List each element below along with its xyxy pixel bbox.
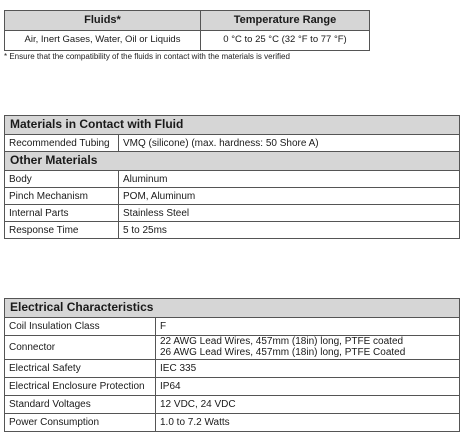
row-value: IEC 335 (156, 360, 460, 378)
row-label: Internal Parts (5, 205, 119, 222)
temperature-range-value: 0 °C to 25 °C (32 °F to 77 °F) (201, 31, 370, 51)
row-value: IP64 (156, 378, 460, 396)
row-value: POM, Aluminum (119, 188, 460, 205)
row-label: Connector (5, 336, 156, 360)
row-value: Stainless Steel (119, 205, 460, 222)
row-label: Standard Voltages (5, 396, 156, 414)
materials-title: Materials in Contact with Fluid (5, 116, 460, 135)
row-value: Aluminum (119, 171, 460, 188)
row-label: Power Consumption (5, 414, 156, 432)
table-row (5, 205, 460, 222)
fluids-value: Air, Inert Gases, Water, Oil or Liquids (5, 31, 201, 51)
table-row (5, 414, 460, 432)
table-row (5, 171, 460, 188)
row-label: Coil Insulation Class (5, 318, 156, 336)
electrical-title-row (5, 299, 460, 318)
fluids-table (4, 10, 370, 51)
row-value (156, 336, 460, 360)
connector-line-2: 26 AWG Lead Wires, 457mm (18in) long, PTFE Coated (160, 346, 406, 358)
row-label: Electrical Safety (5, 360, 156, 378)
row-value: 1.0 to 7.2 Watts (156, 414, 460, 432)
row-value: 12 VDC, 24 VDC (156, 396, 460, 414)
row-label: Recommended Tubing (5, 135, 119, 152)
electrical-table (4, 298, 460, 432)
electrical-title: Electrical Characteristics (5, 299, 460, 318)
other-materials-title: Other Materials (5, 152, 460, 171)
table-row (5, 135, 460, 152)
table-row (5, 396, 460, 414)
other-materials-title-row (5, 152, 460, 171)
table-row (5, 336, 460, 360)
row-label: Response Time (5, 222, 119, 239)
table-row (5, 188, 460, 205)
table-row (5, 222, 460, 239)
fluids-header: Fluids* (5, 11, 201, 31)
table-row (5, 378, 460, 396)
fluids-data-row (5, 31, 370, 51)
row-value: F (156, 318, 460, 336)
row-label: Electrical Enclosure Protection (5, 378, 156, 396)
compatibility-note: * Ensure that the compatibility of the fluids in contact with the materials is verified (4, 52, 290, 61)
table-row (5, 360, 460, 378)
fluids-header-row (5, 11, 370, 31)
row-label: Body (5, 171, 119, 188)
temperature-range-header: Temperature Range (201, 11, 370, 31)
row-label: Pinch Mechanism (5, 188, 119, 205)
table-row (5, 318, 460, 336)
row-value: VMQ (silicone) (max. hardness: 50 Shore A) (119, 135, 460, 152)
materials-title-row (5, 116, 460, 135)
materials-table (4, 115, 460, 239)
connector-line-1: 22 AWG Lead Wires, 457mm (18in) long, PTFE coated (160, 336, 404, 347)
row-value: 5 to 25ms (119, 222, 460, 239)
